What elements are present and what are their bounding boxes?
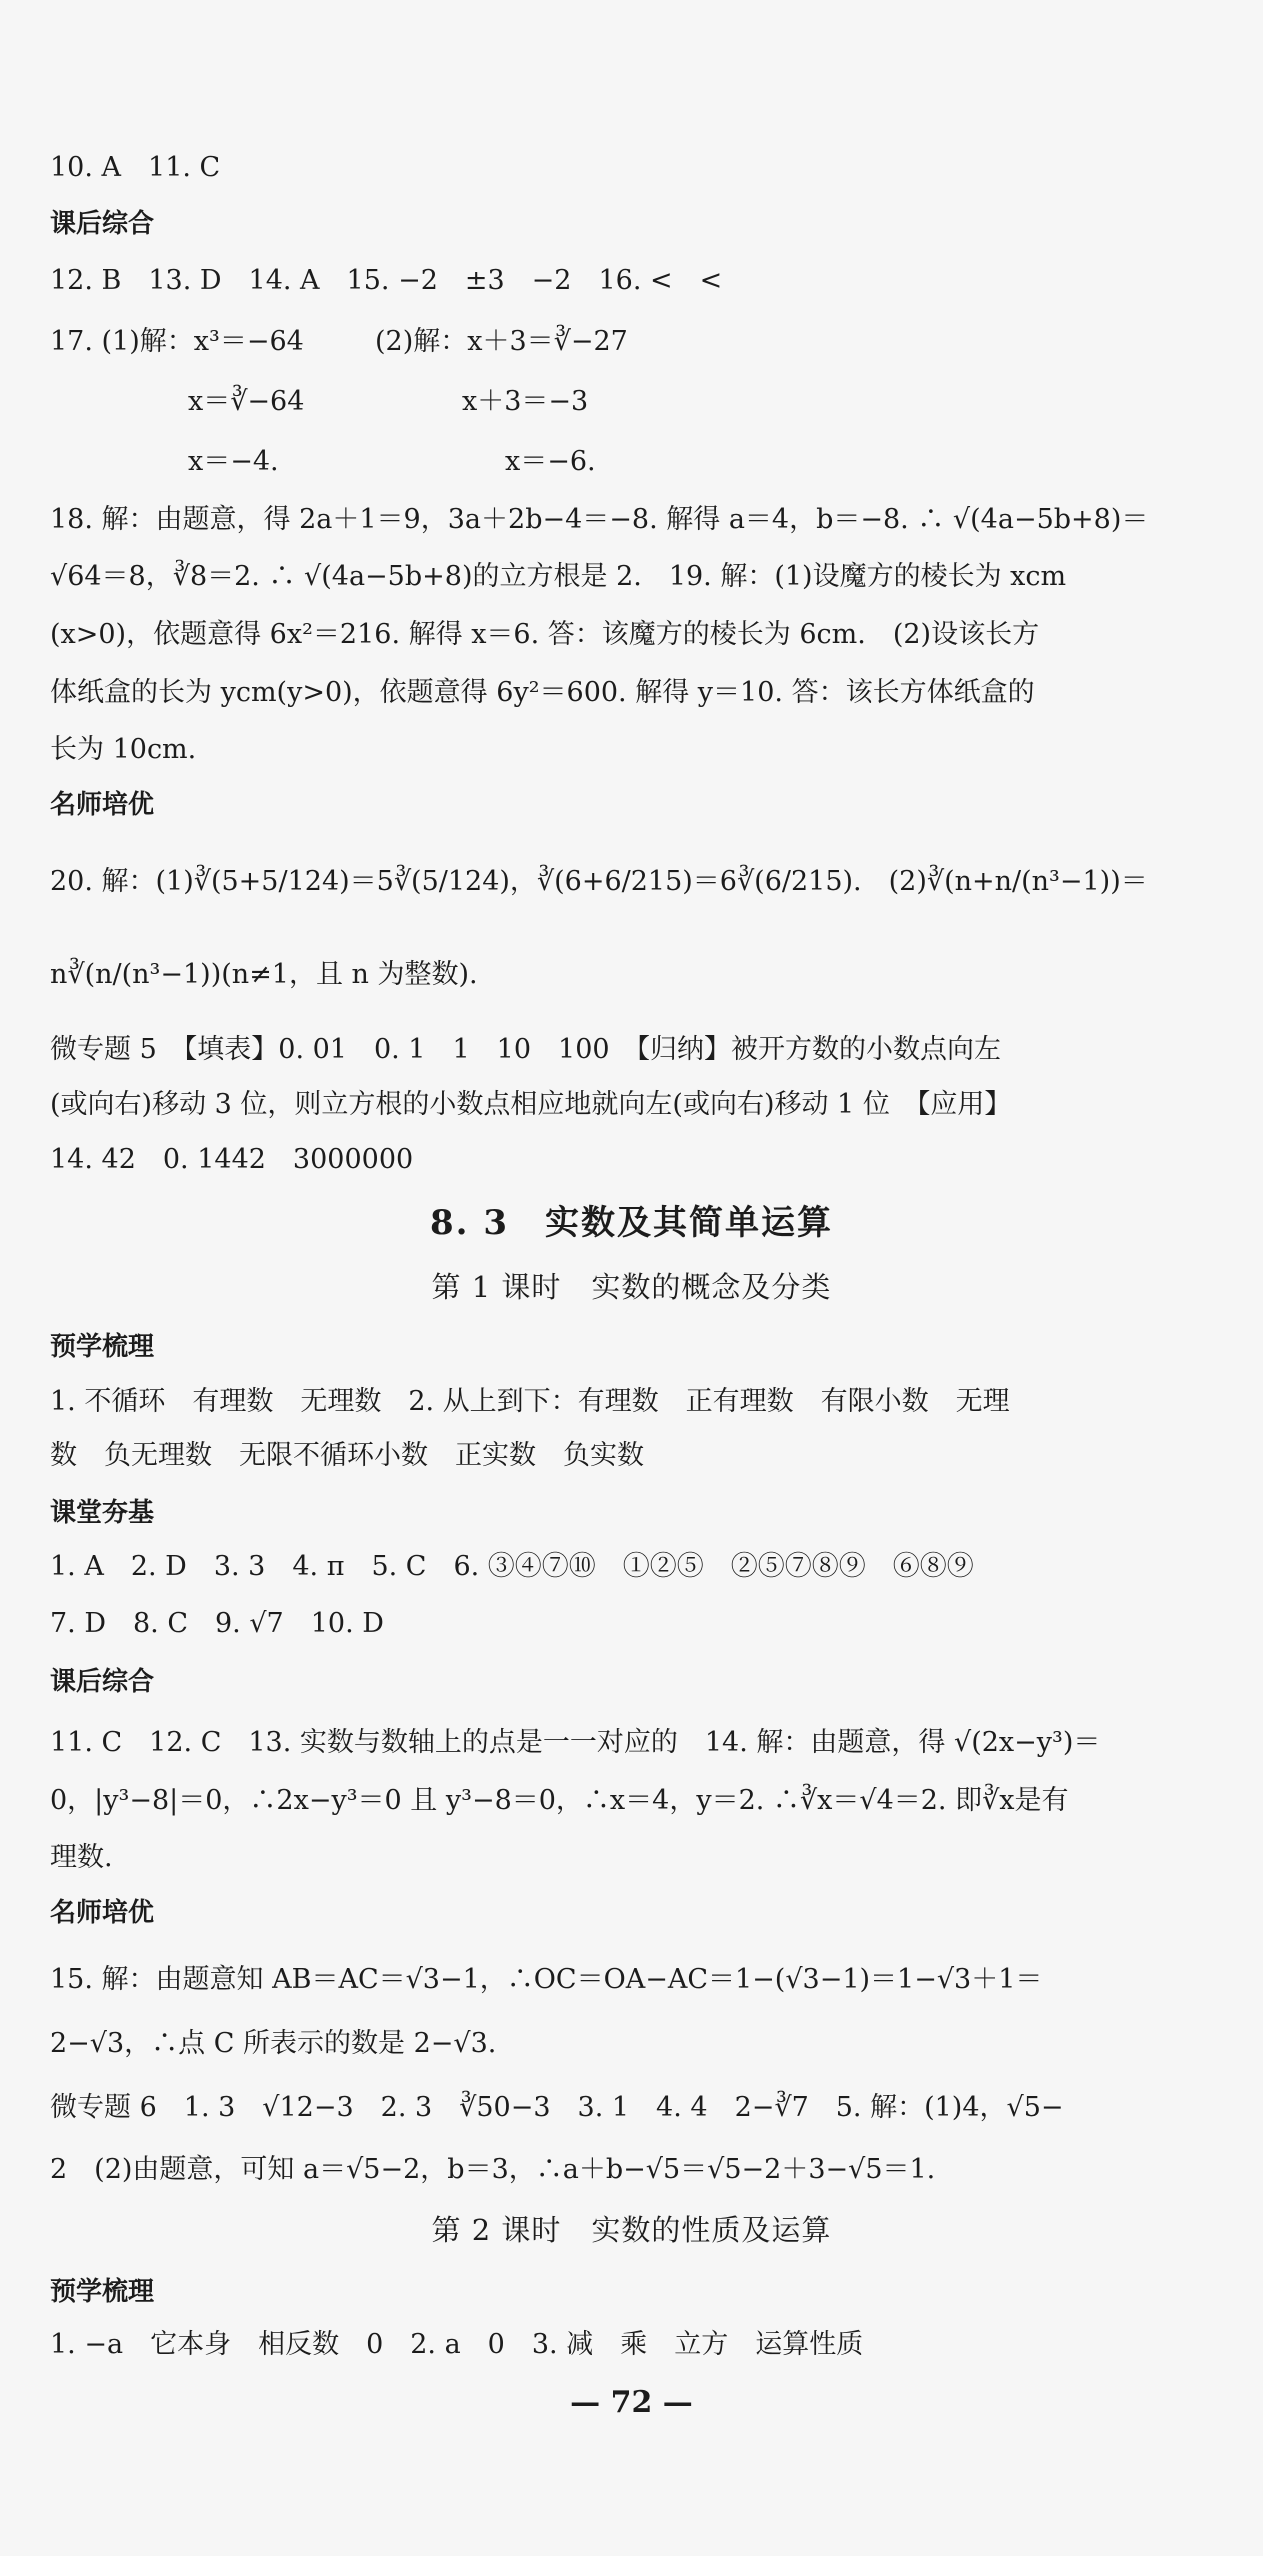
answer-line: √64＝8，∛8＝2. ∴ √(4a−5b+8)的立方根是 2. 19. 解：(1)设魔方的棱长为 xcm	[50, 561, 1067, 592]
lesson-title: 第 1 课时 实数的概念及分类	[431, 1270, 832, 1304]
answer-line: 7. D 8. C 9. √7 10. D	[50, 1608, 384, 1639]
answer-line: (或向右)移动 3 位，则立方根的小数点相应地就向左(或向右)移动 1 位 【应用】	[50, 1089, 1012, 1120]
page-number: — 72 —	[570, 2385, 693, 2420]
answer-line: 17. (1)解：x³＝−64	[50, 326, 304, 357]
answer-line: x＋3＝−3	[462, 386, 589, 417]
answer-line: 11. C 12. C 13. 实数与数轴上的点是一一对应的 14. 解：由题意，得 √(2x−y³)＝	[50, 1727, 1101, 1758]
answer-line: 1. 不循环 有理数 无理数 2. 从上到下：有理数 正有理数 有限小数 无理	[50, 1386, 1010, 1417]
section-heading: 课堂夯基	[50, 1498, 155, 1528]
answer-line: 数 负无理数 无限不循环小数 正实数 负实数	[50, 1440, 644, 1471]
answer-line: 微专题 5 【填表】0. 01 0. 1 1 10 100 【归纳】被开方数的小数点向左	[50, 1034, 1002, 1065]
answer-line: x＝∛−64	[188, 386, 305, 417]
lesson-title: 第 2 课时 实数的性质及运算	[431, 2213, 832, 2247]
section-heading: 课后综合	[50, 1667, 155, 1697]
answer-line: 体纸盒的长为 ycm(y>0)，依题意得 6y²＝600. 解得 y＝10. 答：该长方体纸盒的	[50, 677, 1035, 708]
answer-line: 14. 42 0. 1442 3000000	[50, 1144, 414, 1175]
section-heading: 课后综合	[50, 209, 155, 239]
answer-line: 12. B 13. D 14. A 15. −2 ±3 −2 16. < <	[50, 265, 723, 296]
answer-line: 0，|y³−8|＝0，∴2x−y³＝0 且 y³−8＝0，∴x＝4，y＝2. ∴∛x＝√4＝2. 即∛x是有	[50, 1785, 1069, 1816]
answer-line: 20. 解：(1)∛(5+5/124)＝5∛(5/124)，∛(6+6/215)＝6∛(6/215). (2)∛(n+n/(n³−1))＝	[50, 866, 1148, 897]
answer-line: 18. 解：由题意，得 2a＋1＝9，3a＋2b−4＝−8. 解得 a＝4，b＝−8. ∴ √(4a−5b+8)＝	[50, 504, 1149, 535]
answer-line: 2 (2)由题意，可知 a＝√5−2，b＝3，∴a＋b−√5＝√5−2＋3−√5＝1.	[50, 2154, 936, 2185]
answer-line: 微专题 6 1. 3 √12−3 2. 3 ∛50−3 3. 1 4. 4 2−∛7 5. 解：(1)4，√5−	[50, 2092, 1064, 2123]
answer-line: n∛(n/(n³−1))(n≠1，且 n 为整数).	[50, 959, 478, 990]
answer-line: x＝−4.	[188, 446, 279, 477]
answer-line: 1. −a 它本身 相反数 0 2. a 0 3. 减 乘 立方 运算性质	[50, 2329, 864, 2360]
section-heading: 预学梳理	[50, 2277, 155, 2307]
section-heading: 预学梳理	[50, 1332, 155, 1362]
section-heading: 名师培优	[50, 1898, 155, 1928]
answer-line: 理数.	[50, 1842, 113, 1873]
answer-line: 15. 解：由题意知 AB＝AC＝√3−1，∴OC＝OA−AC＝1−(√3−1)＝1−√3＋1＝	[50, 1964, 1043, 1995]
answer-line: x＝−6.	[505, 446, 596, 477]
section-title: 8. 3 实数及其简单运算	[430, 1203, 833, 1243]
answer-line: (2)解：x＋3＝∛−27	[375, 326, 628, 357]
answer-line: 长为 10cm.	[50, 734, 197, 765]
answer-line: 10. A 11. C	[50, 152, 221, 183]
answer-line: 1. A 2. D 3. 3 4. π 5. C 6. ③④⑦⑩ ①②⑤ ②⑤⑦⑧⑨ ⑥⑧⑨	[50, 1551, 974, 1582]
answer-line: 2−√3，∴点 C 所表示的数是 2−√3.	[50, 2028, 497, 2059]
section-heading: 名师培优	[50, 790, 155, 820]
answer-line: (x>0)，依题意得 6x²＝216. 解得 x＝6. 答：该魔方的棱长为 6cm. (2)设该长方	[50, 619, 1040, 650]
